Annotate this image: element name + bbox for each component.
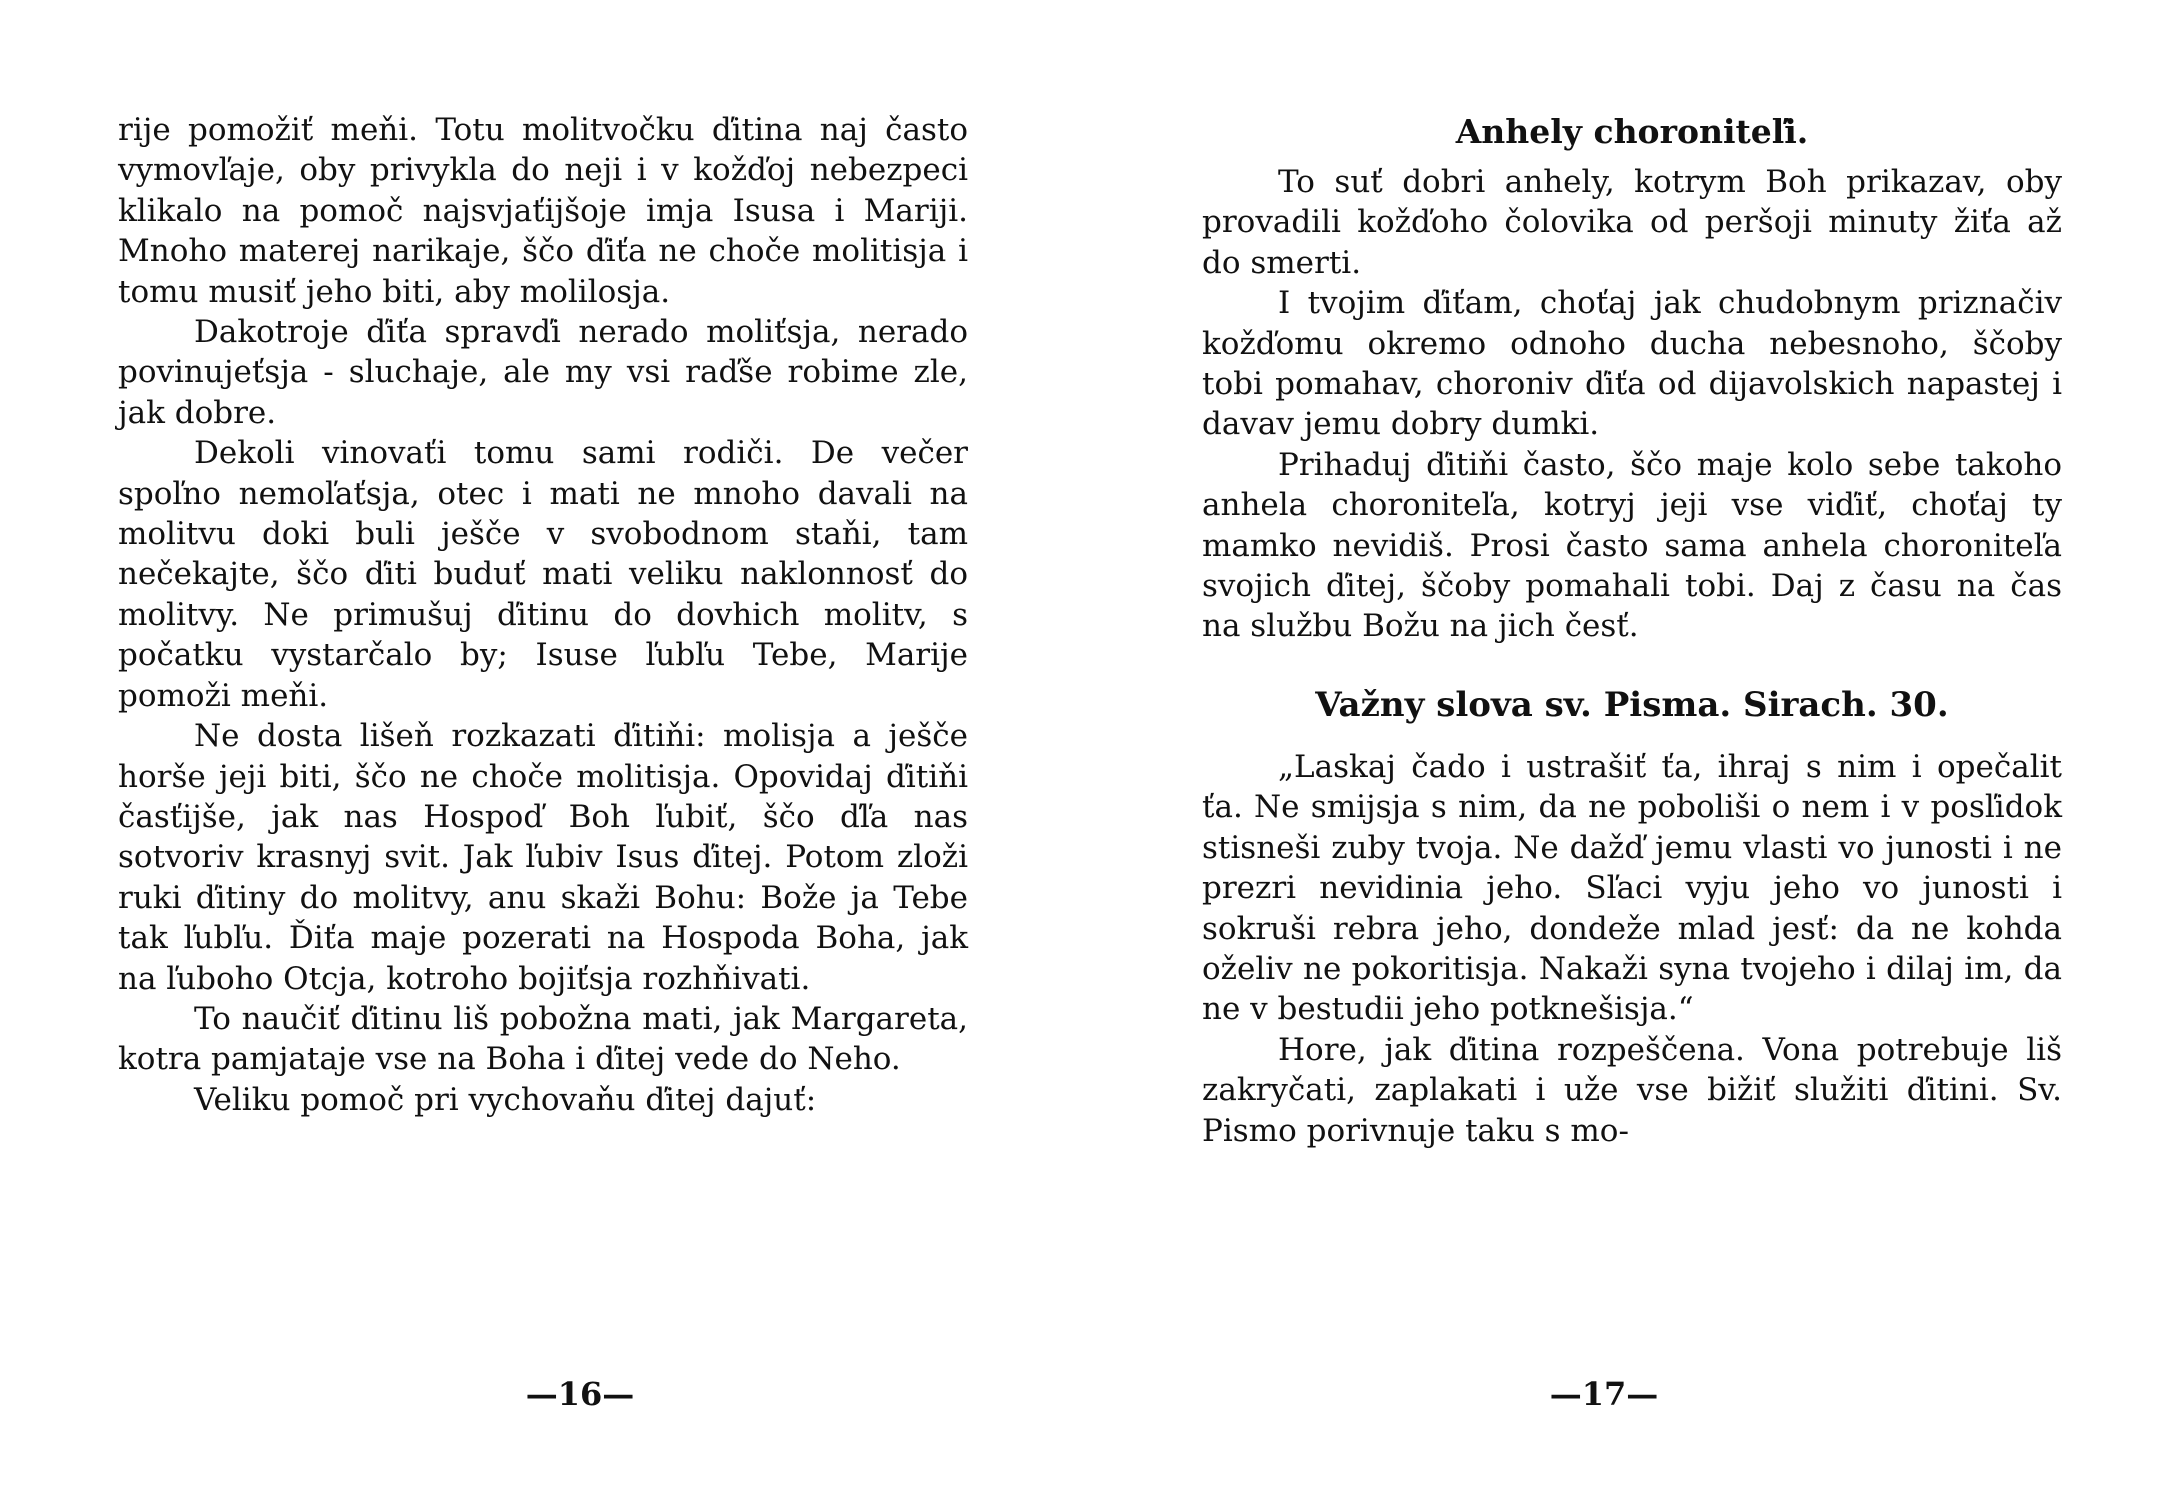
right-text-column xyxy=(1202,110,2062,1151)
page-number: —17— xyxy=(1549,1375,1659,1413)
page-number: —16— xyxy=(525,1375,635,1413)
section-heading: Anhely choroniteľi. xyxy=(1455,112,1809,151)
paragraph: Ne dosta lišeň rozkazati ďitiňi: molisja a ješče horše jeji biti, ščo ne choče molitisja. Opovidaj ďitiňi časťijše, jak nas Hospoď Boh ľubiť, ščo ďľa nas sotvoriv krasnyj svit. Jak ľubiv Isus ďitej. Potom zloži ruki ďitiny do molitvy, anu skaži Bohu: Bože ja Tebe tak ľubľu. Ďiťa maje pozerati na Hospoda Boha, jak na ľuboho Otcja, kotroho bojiťsja rozhňivati. xyxy=(118,718,968,997)
section-heading: Važny slova sv. Pisma. Sirach. 30. xyxy=(1315,684,1949,725)
paragraph: Prihaduj ďitiňi často, ščo maje kolo sebe takoho anhela choroniteľa, kotryj jeji vse viďiť, choťaj ty mamko nevidiš. Prosi často sama anhela choroniteľa svojich ďitej, ščoby pomahali tobi. Daj z času na čas na službu Božu na jich česť. xyxy=(1202,446,2062,645)
paragraph: Hore, jak ďitina rozpeščena. Vona potrebuje liš zakryčati, zaplakati i uže vse bižiť služiti ďitini. Sv. Pismo porivnuje taku s mo- xyxy=(1202,1031,2062,1149)
left-text-column xyxy=(118,110,968,1120)
paragraph: I tvojim ďiťam, choťaj jak chudobnym priznačiv kožďomu okremo odnoho ducha nebesnoho, ščoby tobi pomahav, choroniv ďiťa od dijavolskich napastej i davav jemu dobry dumki. xyxy=(1202,285,2062,443)
paragraph: Veliku pomoč pri vychovaňu ďitej dajuť: xyxy=(194,1081,817,1118)
paragraph: Dakotroje ďiťa spravďi nerado moliťsja, nerado povinujeťsja - sluchaje, ale my vsi raďše robime zle, jak dobre. xyxy=(118,314,968,431)
paragraph: To naučiť ďitinu liš pobožna mati, jak Margareta, kotra pamjataje vse na Boha i ďitej vede do Neho. xyxy=(118,1000,968,1078)
paragraph: Dekoli vinovaťi tomu sami rodiči. De večer spoľno nemoľaťsja, otec i mati ne mnoho davali na molitvu doki buli ješče v svobodnom staňi, tam nečekajte, ščo ďiti buduť mati veliku naklonnosť do molitvy. Ne primušuj ďitinu do dovhich molitv, s počatku vystarčalo by; Isuse ľubľu Tebe, Marije pomoži meňi. xyxy=(118,435,968,714)
paragraph: To suť dobri anhely, kotrym Boh prikazav, oby provadili kožďoho čolovika od peršoji minuty žiťa až do smerti. xyxy=(1202,164,2062,281)
quote-paragraph: „Laskaj čado i ustrašiť ťa, ihraj s nim i opečalit ťa. Ne smijsja s nim, da ne poboliši o nem i v posľidok stisneši zuby tvoja. Ne dažď jemu vlasti vo junosti i ne prezri nevidinia jeho. Sľaci vyju jeho vo junosti i sokruši rebra jeho, dondeže mlad jesť: da ne kohda oželiv ne pokoritisja. Nakaži syna tvojeho i dilaj im, da ne v bestudii jeho potknešisja.“ xyxy=(1202,748,2062,1028)
right-page xyxy=(1080,0,2160,1500)
paragraph: rije pomožiť meňi. Totu molitvočku ďitina naj často vymovľaje, oby privykla do neji i v kožďoj nebezpeci klikalo na pomoč najsvjaťijšoje imja Isusa i Mariji. Mnoho materej narikaje, ščo ďiťa ne choče molitisja i tomu musiť jeho biti, aby molilosja. xyxy=(118,112,968,310)
